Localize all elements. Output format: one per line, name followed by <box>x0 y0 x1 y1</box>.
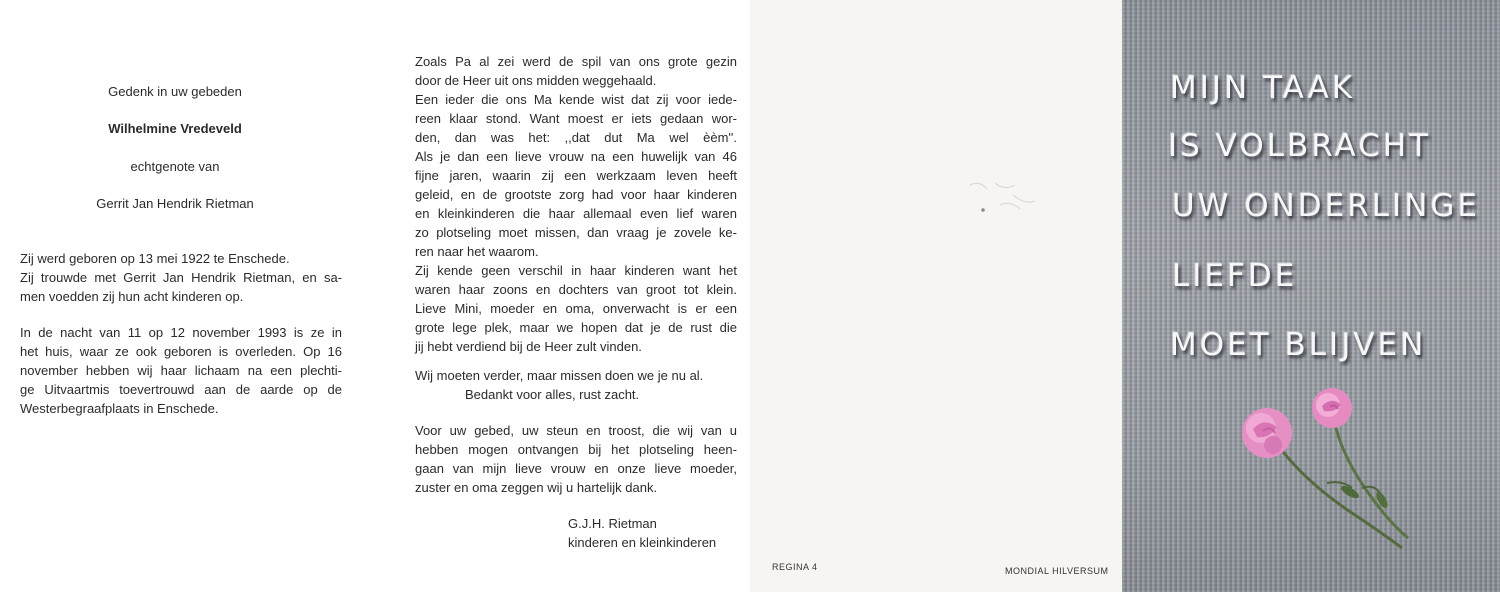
text-line: In de nacht van 11 op 12 november 1993 is ze in <box>20 325 342 340</box>
text-line: geleid, en de grootste zorg had voor haar kinderen <box>415 187 737 202</box>
text-line: door de Heer uit ons midden weggehaald. <box>415 73 657 88</box>
text-line: Zij werd geboren op 13 mei 1922 te Enschede. <box>20 251 290 266</box>
text-line: grote lege plek, maar we hopen dat je de rust die <box>415 320 737 335</box>
remember-line: Gedenk in uw gebeden <box>108 84 242 99</box>
signature <box>568 514 716 552</box>
text-line: Een ieder die ons Ma kende wist dat zij voor iede- <box>415 92 737 107</box>
text-line: Als je dan een lieve vrouw na een huwelijk van 46 <box>415 149 737 164</box>
text-line: Zij kende geen verschil in haar kinderen want het <box>415 263 737 278</box>
signature-family: kinderen en kleinkinderen <box>568 535 717 550</box>
text-line: Zij trouwde met Gerrit Jan Hendrik Rietman, en sa- <box>20 270 342 285</box>
text-line: hebben mogen ontvangen bij het plotseling heen- <box>415 442 737 457</box>
birth-paragraph <box>20 249 342 306</box>
text-line: Voor uw gebed, uw steun en troost, die wij van u <box>415 423 737 438</box>
imprint-mondial: MONDIAL HILVERSUM <box>1005 566 1109 576</box>
text-line: zo plotseling moet missen, dan vraag je zovele ke- <box>415 225 737 240</box>
text-line: zuster en oma zeggen wij u hartelijk dank. <box>415 480 658 495</box>
text-line: men voedden zij hun acht kinderen op. <box>20 289 244 304</box>
photo-panel <box>1122 0 1500 592</box>
verse-line: MOET BLIJVEN <box>1170 327 1427 363</box>
text-line: waren haar zoons en dochters van groot tot klein. <box>415 282 737 297</box>
text-line: fijne jaren, waarin zij een werkzaam leven heeft <box>415 168 737 183</box>
left-panel <box>0 0 375 592</box>
farewell-paragraph <box>415 366 737 404</box>
text-line: jij hebt verdiend bij de Heer zult vinden. <box>415 339 642 354</box>
verse-line: IS VOLBRACHT <box>1168 128 1432 164</box>
text-line: ren naar het waarom. <box>415 244 539 259</box>
thanks-paragraph <box>415 421 737 497</box>
text-line: november hebben wij haar lichaam na een plechti- <box>20 363 342 378</box>
spouse-name: Gerrit Jan Hendrik Rietman <box>96 196 254 211</box>
middle-panel <box>375 0 750 592</box>
tribute-paragraph <box>415 52 737 356</box>
text-line: het huis, waar ze ook geboren is overleden. Op 16 <box>20 344 342 359</box>
verse-line: LIEFDE <box>1172 258 1298 294</box>
roses-icon <box>1232 388 1432 558</box>
verse-line: UW ONDERLINGE <box>1172 188 1480 224</box>
text-line: den, dan was het: ,,dat dut Ma wel èèm''. <box>415 130 737 145</box>
text-line: Bedankt voor alles, rust zacht. <box>465 387 640 402</box>
smudge-mark <box>965 175 1045 235</box>
text-line: Zoals Pa al zei werd de spil van ons grote gezin <box>415 54 737 69</box>
text-line: gaan van mijn lieve vrouw en onze lieve moeder, <box>415 461 737 476</box>
blank-panel <box>750 0 1122 592</box>
text-line: ge Uitvaartmis toevertrouwd aan de aarde op de <box>20 382 342 397</box>
text-line: en kleinkinderen die haar allemaal even lief waren <box>415 206 737 221</box>
imprint-regina: REGINA 4 <box>772 562 818 572</box>
death-paragraph <box>20 323 342 418</box>
text-line: Wij moeten verder, maar missen doen we je nu al. <box>415 368 704 383</box>
text-line: Lieve Mini, moeder en oma, onverwacht is er een <box>415 301 737 316</box>
spouse-intro: echtgenote van <box>130 159 220 174</box>
verse-line: MIJN TAAK <box>1170 70 1356 106</box>
signature-name: G.J.H. Rietman <box>568 516 657 531</box>
text-line: reen klaar stond. Want moest er iets gedaan wor- <box>415 111 737 126</box>
deceased-name: Wilhelmine Vredeveld <box>108 121 242 136</box>
text-line: Westerbegraafplaats in Enschede. <box>20 401 219 416</box>
